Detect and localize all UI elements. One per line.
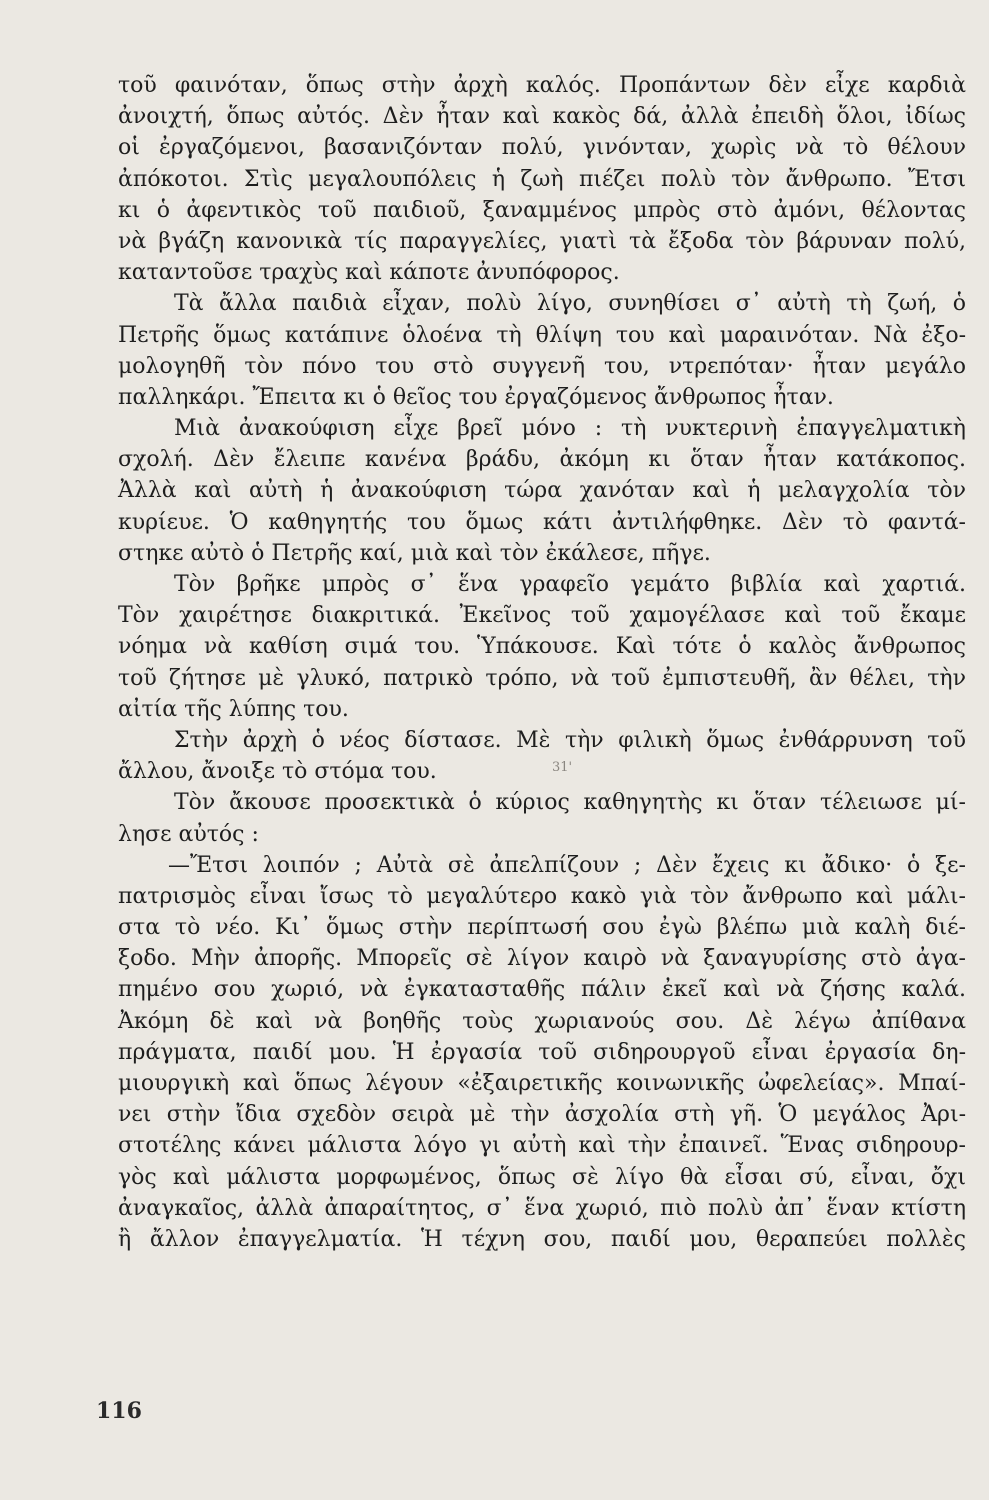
text-line: Ἀλλὰ καὶ αὐτὴ ἡ ἀνακούφιση τώρα χανόταν καὶ ἡ μελαγχολία τὸν	[118, 478, 966, 504]
text-line: ἢ ἄλλον ἐπαγγελματία. Ἡ τέχνη σου, παιδί μου, θεραπεύει πολλὲς	[118, 1226, 966, 1252]
text-line: στοτέλης κάνει μάλιστα λόγο γι αὐτὴ καὶ τὴν ἐπαινεῖ. Ἕνας σιδηρουρ-	[118, 1133, 966, 1159]
text-line: πράγματα, παιδί μου. Ἡ ἐργασία τοῦ σιδηρουργοῦ εἶναι ἐργασία δη-	[118, 1039, 966, 1065]
text-line: οἱ ἐργαζόμενοι, βασανιζόνταν πολύ, γινόνταν, χωρὶς νὰ τὸ θέλουν	[118, 135, 966, 161]
text-line: Στὴν ἀρχὴ ὁ νέος δίστασε. Μὲ τὴν φιλικὴ ὅμως ἐνθάρρυνση τοῦ	[174, 727, 966, 753]
text-line: ἀπόκοτοι. Στὶς μεγαλουπόλεις ἡ ζωὴ πιέζει πολὺ τὸν ἄνθρωπο. Ἔτσι	[118, 166, 966, 192]
text-line: ξοδο. Μὴν ἀπορῆς. Μπορεῖς σὲ λίγον καιρὸ νὰ ξαναγυρίσης στὸ ἀγα-	[118, 946, 966, 972]
text-line: Τὰ ἄλλα παιδιὰ εἶχαν, πολὺ λίγο, συνηθίσει σ᾽ αὐτὴ τὴ ζωή, ὁ	[174, 291, 966, 317]
text-line: πατρισμὸς εἶναι ἴσως τὸ μεγαλύτερο κακὸ γιὰ τὸν ἄνθρωπο καὶ μάλι-	[118, 883, 966, 909]
text-line: Τὸν χαιρέτησε διακριτικά. Ἐκεῖνος τοῦ χαμογέλασε καὶ τοῦ ἔκαμε	[118, 603, 966, 629]
text-line: καταντοῦσε τραχὺς καὶ κάποτε ἀνυπόφορος.	[118, 260, 620, 286]
text-line: κυρίευε. Ὁ καθηγητής του ὅμως κάτι ἀντιλήφθηκε. Δὲν τὸ φαντά-	[118, 509, 966, 535]
text-line: Μιὰ ἀνακούφιση εἶχε βρεῖ μόνο : τὴ νυκτερινὴ ἐπαγγελματικὴ	[174, 416, 966, 442]
text-line: Ἀκόμη δὲ καὶ νὰ βοηθῆς τοὺς χωριανούς σου. Δὲ λέγω ἀπίθανα	[118, 1008, 966, 1034]
text-line: σχολή. Δὲν ἔλειπε κανένα βράδυ, ἀκόμη κι ὅταν ἦταν κατάκοπος.	[118, 447, 966, 473]
text-line: γὸς καὶ μάλιστα μορφωμένος, ὅπως σὲ λίγο θὰ εἶσαι σύ, εἶναι, ὄχι	[118, 1164, 966, 1190]
text-line: ἀναγκαῖος, ἀλλὰ ἀπαραίτητος, σ᾽ ἕνα χωριό, πιὸ πολὺ ἀπ᾽ ἕναν κτίστη	[118, 1195, 966, 1221]
faint-stamp-mark: 31'	[552, 760, 573, 775]
text-line: ἀνοιχτή, ὅπως αὐτός. Δὲν ἦταν καὶ κακὸς δά, ἀλλὰ ἐπειδὴ ὅλοι, ἰδίως	[118, 104, 966, 130]
body-text	[118, 70, 966, 1255]
text-line: παλληκάρι. Ἔπειτα κι ὁ θεῖος του ἐργαζόμενος ἄνθρωπος ἦταν.	[118, 384, 834, 410]
text-line: κι ὁ ἀφεντικὸς τοῦ παιδιοῦ, ξαναμμένος μπρὸς στὸ ἀμόνι, θέλοντας	[118, 197, 966, 223]
text-line: νόημα νὰ καθίση σιμά του. Ὑπάκουσε. Καὶ τότε ὁ καλὸς ἄνθρωπος	[118, 634, 966, 660]
text-line: στηκε αὐτὸ ὁ Πετρῆς καί, μιὰ καὶ τὸν ἐκάλεσε, πῆγε.	[118, 540, 711, 566]
text-line: Πετρῆς ὅμως κατάπινε ὁλοένα τὴ θλίψη του καὶ μαραινόταν. Νὰ ἐξο-	[118, 322, 966, 348]
text-line: μιουργικὴ καὶ ὅπως λέγουν «ἐξαιρετικῆς κοινωνικῆς ὠφελείας». Μπαί-	[118, 1071, 966, 1096]
text-line: Τὸν ἄκουσε προσεκτικὰ ὁ κύριος καθηγητὴς κι ὅταν τέλειωσε μί-	[174, 790, 966, 816]
page-number: 116	[96, 1398, 142, 1424]
text-line: νει στὴν ἴδια σχεδὸν σειρὰ μὲ τὴν ἀσχολία στὴ γῆ. Ὁ μεγάλος Ἀρι-	[118, 1102, 966, 1128]
text-line: τοῦ φαινόταν, ὅπως στὴν ἀρχὴ καλός. Προπάντων δὲν εἶχε καρδιὰ	[118, 73, 966, 98]
text-line: αἰτία τῆς λύπης του.	[118, 696, 349, 722]
text-line: Τὸν βρῆκε μπρὸς σ᾽ ἕνα γραφεῖο γεμάτο βιβλία καὶ χαρτιά.	[174, 572, 966, 597]
text-line: —Ἔτσι λοιπόν ; Αὐτὰ σὲ ἀπελπίζουν ; Δὲν ἔχεις κι ἄδικο· ὁ ξε-	[168, 852, 966, 878]
text-line: νὰ βγάζη κανονικὰ τίς παραγγελίες, γιατὶ τὰ ἔξοδα τὸν βάρυναν πολύ,	[118, 228, 966, 254]
text-line: πημένο σου χωριό, νὰ ἐγκατασταθῆς πάλιν ἐκεῖ καὶ νὰ ζήσης καλά.	[118, 977, 966, 1003]
text-line: μολογηθῆ τὸν πόνο του στὸ συγγενῆ του, ντρεπόταν· ἦταν μεγάλο	[118, 353, 966, 379]
text-line: λησε αὐτός :	[118, 821, 259, 847]
text-line: τοῦ ζήτησε μὲ γλυκό, πατρικὸ τρόπο, νὰ τοῦ ἐμπιστευθῆ, ἂν θέλει, τὴν	[118, 665, 966, 691]
text-line: ἄλλου, ἄνοιξε τὸ στόμα του.	[118, 759, 437, 785]
text-line: στα τὸ νέο. Κι᾽ ὅμως στὴν περίπτωσή σου ἐγὼ βλέπω μιὰ καλὴ διέ-	[118, 915, 966, 941]
